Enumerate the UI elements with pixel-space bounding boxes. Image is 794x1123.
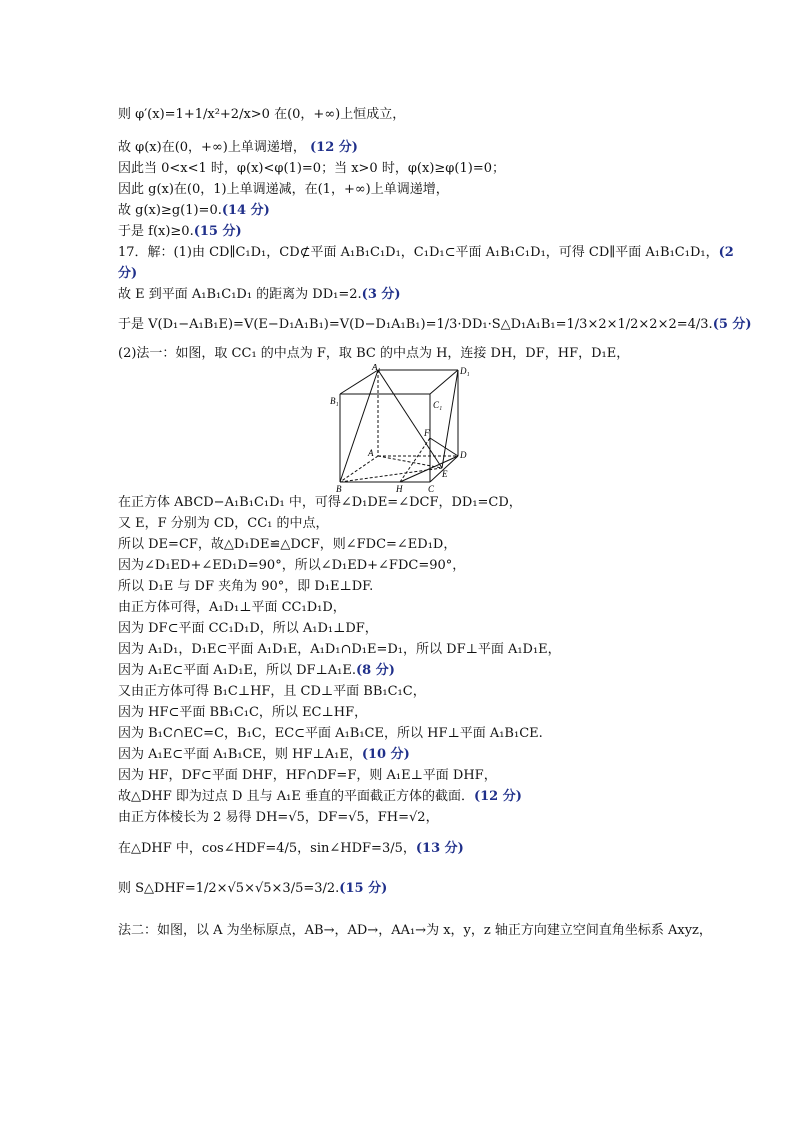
text-line-10: 于是 V(D₁−A₁B₁E)=V(E−D₁A₁B₁)=V(D−D₁A₁B₁)=1/3·DD₁·S△D₁A₁B₁=1/3×2×1/2×2×2=4/3.(5 分) (118, 317, 752, 332)
text-line-29: 则 S△DHF=1/2×√5×√5×3/5=3/2.(15 分) (118, 881, 388, 896)
vertex-label: C₁ (433, 400, 443, 410)
text-line-13: 又 E，F 分别为 CD，CC₁ 的中点， (118, 516, 329, 531)
text-line-3: 因此当 0<x<1 时，φ(x)<φ(1)=0；当 x>0 时，φ(x)≥φ(1)=0； (118, 161, 505, 176)
cube-figure (330, 364, 480, 498)
text-line-24: 因为 A₁E⊂平面 A₁B₁CE，则 HF⊥A₁E，(10 分) (118, 747, 410, 762)
text-line-2: 故 φ(x)在(0，+∞)上单调递增， (12 分) (118, 140, 358, 155)
text-line-20: 因为 A₁E⊂平面 A₁D₁E，所以 DF⊥A₁E.(8 分) (118, 663, 395, 678)
text-line-21: 又由正方体可得 B₁C⊥HF，且 CD⊥平面 BB₁C₁C， (118, 684, 426, 699)
text-line-18: 因为 DF⊂平面 CC₁D₁D，所以 A₁D₁⊥DF， (118, 621, 378, 636)
vertex-label: F (424, 428, 430, 438)
text-line-15: 因为∠D₁ED+∠ED₁D=90°，所以∠D₁ED+∠FDC=90°， (118, 558, 466, 573)
score-label: (3 分) (361, 287, 401, 302)
vertex-label: D (460, 450, 467, 460)
text-line-9: 故 E 到平面 A₁B₁C₁D₁ 的距离为 DD₁=2.(3 分) (118, 287, 401, 302)
vertex-label: D₁ (460, 366, 470, 376)
vertex-label: B (336, 484, 342, 494)
text-line-27: 由正方体棱长为 2 易得 DH=√5，DF=√5，FH=√2， (118, 810, 439, 825)
vertex-label: A (368, 448, 374, 458)
score-label: (2 (718, 245, 734, 260)
score-label: 分) (118, 266, 138, 281)
text-line-25: 因为 HF，DF⊂平面 DHF，HF∩DF=F，则 A₁E⊥平面 DHF， (118, 768, 497, 783)
vertex-label: B₁ (330, 396, 339, 406)
score-label: (14 分) (221, 203, 270, 218)
score-label: (5 分) (712, 317, 752, 332)
vertex-label: C (428, 484, 435, 494)
text-line-19: 因为 A₁D₁，D₁E⊂平面 A₁D₁E，A₁D₁∩D₁E=D₁，所以 DF⊥平面 A₁D₁E， (118, 642, 561, 657)
text-line-23: 因为 B₁C∩EC=C，B₁C，EC⊂平面 A₁B₁CE，所以 HF⊥平面 A₁B₁CE. (118, 726, 543, 741)
score-label: (15 分) (339, 881, 388, 896)
text-line-30: 法二：如图，以 A 为坐标原点，AB→，AD→，AA₁→为 x，y，z 轴正方向建立空间直角坐标系 Axyz， (118, 923, 712, 938)
text-line-4: 因此 g(x)在(0，1)上单调递减，在(1，+∞)上单调递增， (118, 182, 449, 197)
vertex-label: H (396, 484, 403, 494)
score-label: (15 分) (193, 224, 242, 239)
vertex-label: A₁ (372, 364, 381, 372)
text-line-26: 故△DHF 即为过点 D 且与 A₁E 垂直的平面截正方体的截面．(12 分) (118, 789, 522, 804)
score-label: (10 分) (361, 747, 410, 762)
text-line-1: 则 φ′(x)=1+1/x²+2/x>0 在(0，+∞)上恒成立， (118, 107, 406, 122)
text-line-16: 所以 D₁E 与 DF 夹角为 90°，即 D₁E⊥DF. (118, 579, 374, 594)
text-line-14: 所以 DE=CF，故△D₁DE≌△DCF，则∠FDC=∠ED₁D， (118, 537, 457, 552)
text-line-7: 17．解：(1)由 CD∥C₁D₁，CD⊄平面 A₁B₁C₁D₁，C₁D₁⊂平面 A₁B₁C₁D₁，可得 CD∥平面 A₁B₁C₁D₁，(2 (118, 245, 734, 260)
score-label: (12 分) (310, 140, 358, 155)
score-label: (12 分) (473, 789, 522, 804)
text-line-22: 因为 HF⊂平面 BB₁C₁C，所以 EC⊥HF， (118, 705, 368, 720)
text-line-11: (2)法一：如图，取 CC₁ 的中点为 F，取 BC 的中点为 H，连接 DH，DF，HF，D₁E， (118, 346, 630, 361)
score-label: (8 分) (356, 663, 395, 678)
cube-diagram (330, 364, 480, 494)
text-line-12: 在正方体 ABCD−A₁B₁C₁D₁ 中，可得∠D₁DE=∠DCF，DD₁=CD， (118, 495, 522, 510)
text-line-5: 故 g(x)≥g(1)=0.(14 分) (118, 203, 270, 218)
vertex-label: E (442, 469, 448, 479)
text-line-6: 于是 f(x)≥0.(15 分) (118, 224, 242, 239)
score-label: (13 分) (415, 841, 464, 856)
text-line-28: 在△DHF 中，cos∠HDF=4/5，sin∠HDF=3/5，(13 分) (118, 841, 464, 856)
text-line-8 (118, 265, 137, 283)
text-line-17: 由正方体可得，A₁D₁⊥平面 CC₁D₁D， (118, 600, 346, 615)
